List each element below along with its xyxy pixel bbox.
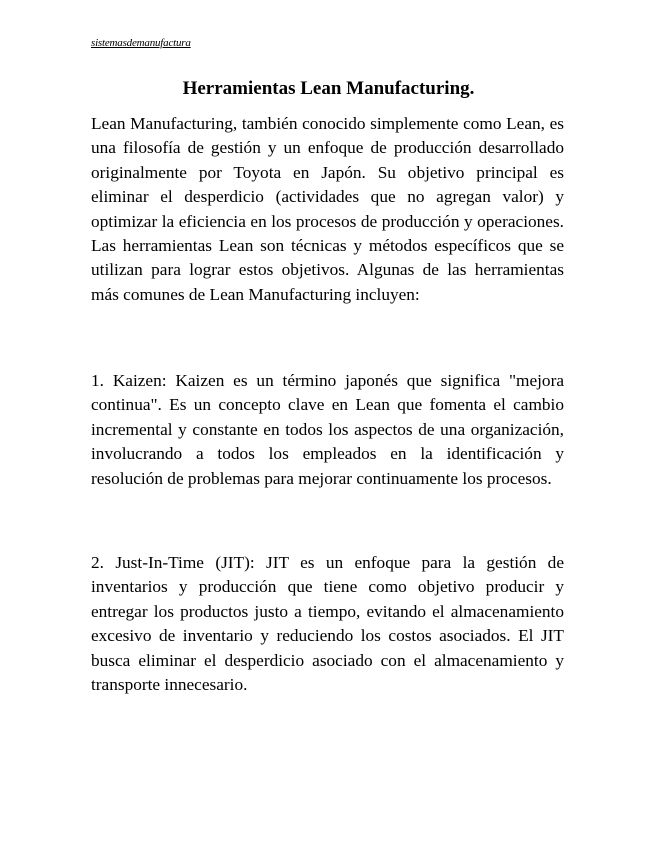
page-title: Herramientas Lean Manufacturing. (182, 78, 475, 99)
jit-paragraph: 2. Just-In-Time (JIT): JIT es un enfoque para la gestión de inventarios y producción que tiene como objetivo producir y entregar los productos justo a tiempo, evitando el almacenamiento excesivo de inventario y reduciendo los costos asociados. El JIT busca eliminar el desperdicio asociado con el almacenamiento y transporte innecesario. (91, 553, 564, 695)
header-link[interactable]: sistemasdemanufactura (91, 37, 191, 49)
kaizen-paragraph: 1. Kaizen: Kaizen es un término japonés que significa "mejora continua". Es un concepto clave en Lean que fomenta el cambio incremental y constante en todos los aspectos de una organización, involucrando a todos los empleados en la identificación y resolución de problemas para mejorar continuamente los procesos. (91, 371, 564, 488)
intro-paragraph: Lean Manufacturing, también conocido simplemente como Lean, es una filosofía de gestión y un enfoque de producción desarrollado originalmente por Toyota en Japón. Su objetivo principal es eliminar el desperdicio (actividades que no agregan valor) y optimizar la eficiencia en los procesos de producción y operaciones. Las herramientas Lean son técnicas y métodos específicos que se utilizan para lograr estos objetivos. Algunas de las herramientas más comunes de Lean Manufacturing incluyen: (91, 114, 564, 304)
